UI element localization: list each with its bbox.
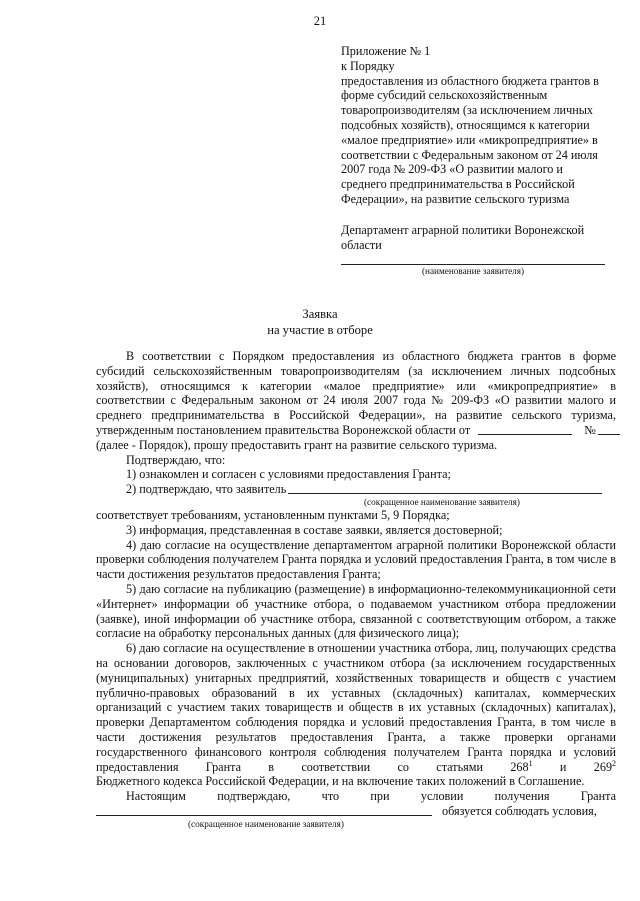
number-sign: № — [584, 422, 596, 437]
document-subtitle: на участие в отборе — [267, 323, 373, 337]
item-6 — [96, 641, 616, 774]
confirm-heading: Подтверждаю, что: — [126, 452, 226, 467]
appendix-line: форме субсидий сельскохозяйственным — [341, 88, 548, 103]
approval-date-field[interactable] — [478, 434, 572, 435]
appendix-line: «малое предприятие» или «микропредприятие» в — [341, 132, 598, 147]
department-line: области — [341, 237, 382, 252]
final-obligation-text: обязуется соблюдать условия, — [442, 803, 597, 818]
item-2-caption: (сокращенное наименование заявителя) — [364, 496, 520, 507]
appendix-line: к Порядку — [341, 58, 395, 73]
appendix-line: 2007 года № 209-ФЗ «О развитии малого и — [341, 162, 563, 177]
recipient-department — [341, 223, 613, 253]
article-269: 269 — [593, 759, 613, 774]
intro-end: (далее - Порядок), прошу предоставить грант на развитие сельского туризма. — [96, 437, 498, 452]
item-4: 4) даю согласие на осуществление департаментом аграрной политики Воронежской области проверки соблюдения получателем Гранта порядка и условий предоставления Гранта, в том числе в части достижения результатов предоставления Гранта; — [96, 537, 616, 582]
item-2-start: 2) подтверждаю, что заявитель — [126, 482, 287, 497]
and-word: и — [559, 759, 567, 774]
item-1: 1) ознакомлен и согласен с условиями предоставления Гранта; — [126, 467, 451, 482]
application-body — [96, 349, 616, 830]
page-number: 21 — [313, 14, 327, 28]
final-applicant-field[interactable] — [96, 815, 432, 816]
appendix-line: среднего предпринимательства в Российской — [341, 177, 575, 192]
approval-line — [96, 423, 616, 438]
appendix-line: предоставления из областного бюджета грантов в — [341, 73, 599, 88]
final-obligation-line — [96, 804, 616, 819]
appendix-line: товаропроизводителям (за исключением личных — [341, 103, 594, 118]
approval-text: утвержденным постановлением правительства Воронежской области от — [96, 422, 471, 437]
appendix-header — [341, 44, 613, 207]
department-line: Департамент аграрной политики Воронежской — [341, 223, 585, 237]
final-caption: (сокращенное наименование заявителя) — [188, 818, 344, 829]
article-268: 268 — [510, 759, 529, 774]
final-paragraph-start: Настоящим подтверждаю, что при условии получения Гранта — [126, 789, 616, 804]
applicant-name-caption: (наименование заявителя) — [422, 266, 525, 276]
item-6-text: 6) даю согласие на осуществление в отношении участника отбора, лиц, получающих средства на основании договоров, заключенных с участником отбора (за исключением государственных (муниципальных) унитарных предприятий, хозяйственных товариществ и обществ с участием публично-правовых образований в их уставных (складочных) капиталах, коммерческих организаций с участием таких товариществ и обществ в их уставных (складочных) капиталах), проверки Департаментом соблюдения порядка и условий предоставления Гранта, в том числе в части достижения результатов предоставления Гранта, а также проверки органами государственного финансового контроля соблюдения получателем Гранта порядка и условий предоставления Гранта в соответствии со статьями — [96, 641, 616, 774]
item-2-end: соответствует требованиям, установленным пунктами 5, 9 Порядка; — [96, 507, 450, 522]
item-6-end: Бюджетного кодекса Российской Федерации, и на включение таких положений в Соглашение. — [96, 774, 585, 789]
approval-number-field[interactable] — [598, 434, 620, 435]
appendix-line: соответствии с Федеральным законом от 24 июля — [341, 147, 598, 162]
item-3: 3) информация, представленная в составе заявки, является достоверной; — [126, 522, 503, 537]
applicant-name-line[interactable] — [341, 264, 605, 265]
article-268-sup: 1 — [528, 758, 533, 768]
appendix-line: Федерации», на развитие сельского туризма — [341, 191, 570, 206]
item-2-line — [96, 482, 616, 497]
document-title: Заявка — [302, 307, 338, 321]
appendix-line: Приложение № 1 — [341, 44, 431, 58]
article-269-sup: 2 — [612, 758, 617, 768]
appendix-line: подсобных хозяйств), относящимся к категории — [341, 117, 590, 132]
item-5: 5) даю согласие на публикацию (размещение) в информационно-телекоммуникационной сети «Интернет» информации об участнике отбора, о подаваемом участником отбора предложении (заявке), иной информации об участнике отбора, связанной с соответствующим отбором, а также согласие на обработку персональных данных (для физического лица); — [96, 581, 616, 641]
intro-paragraph: В соответствии с Порядком предоставления из областного бюджета грантов в форме субсидий сельскохозяйственным товаропроизводителям (за исключением личных подсобных хозяйств), относящимся к категории «малое предприятие» или «микропредприятие» в соответствии с Федеральным законом от 24 июля 2007 года № 209-ФЗ «О развитии малого и среднего предпринимательства в Российской Федерации», на развитие сельского туризма, — [96, 349, 616, 423]
item-2-applicant-field[interactable] — [288, 493, 602, 494]
